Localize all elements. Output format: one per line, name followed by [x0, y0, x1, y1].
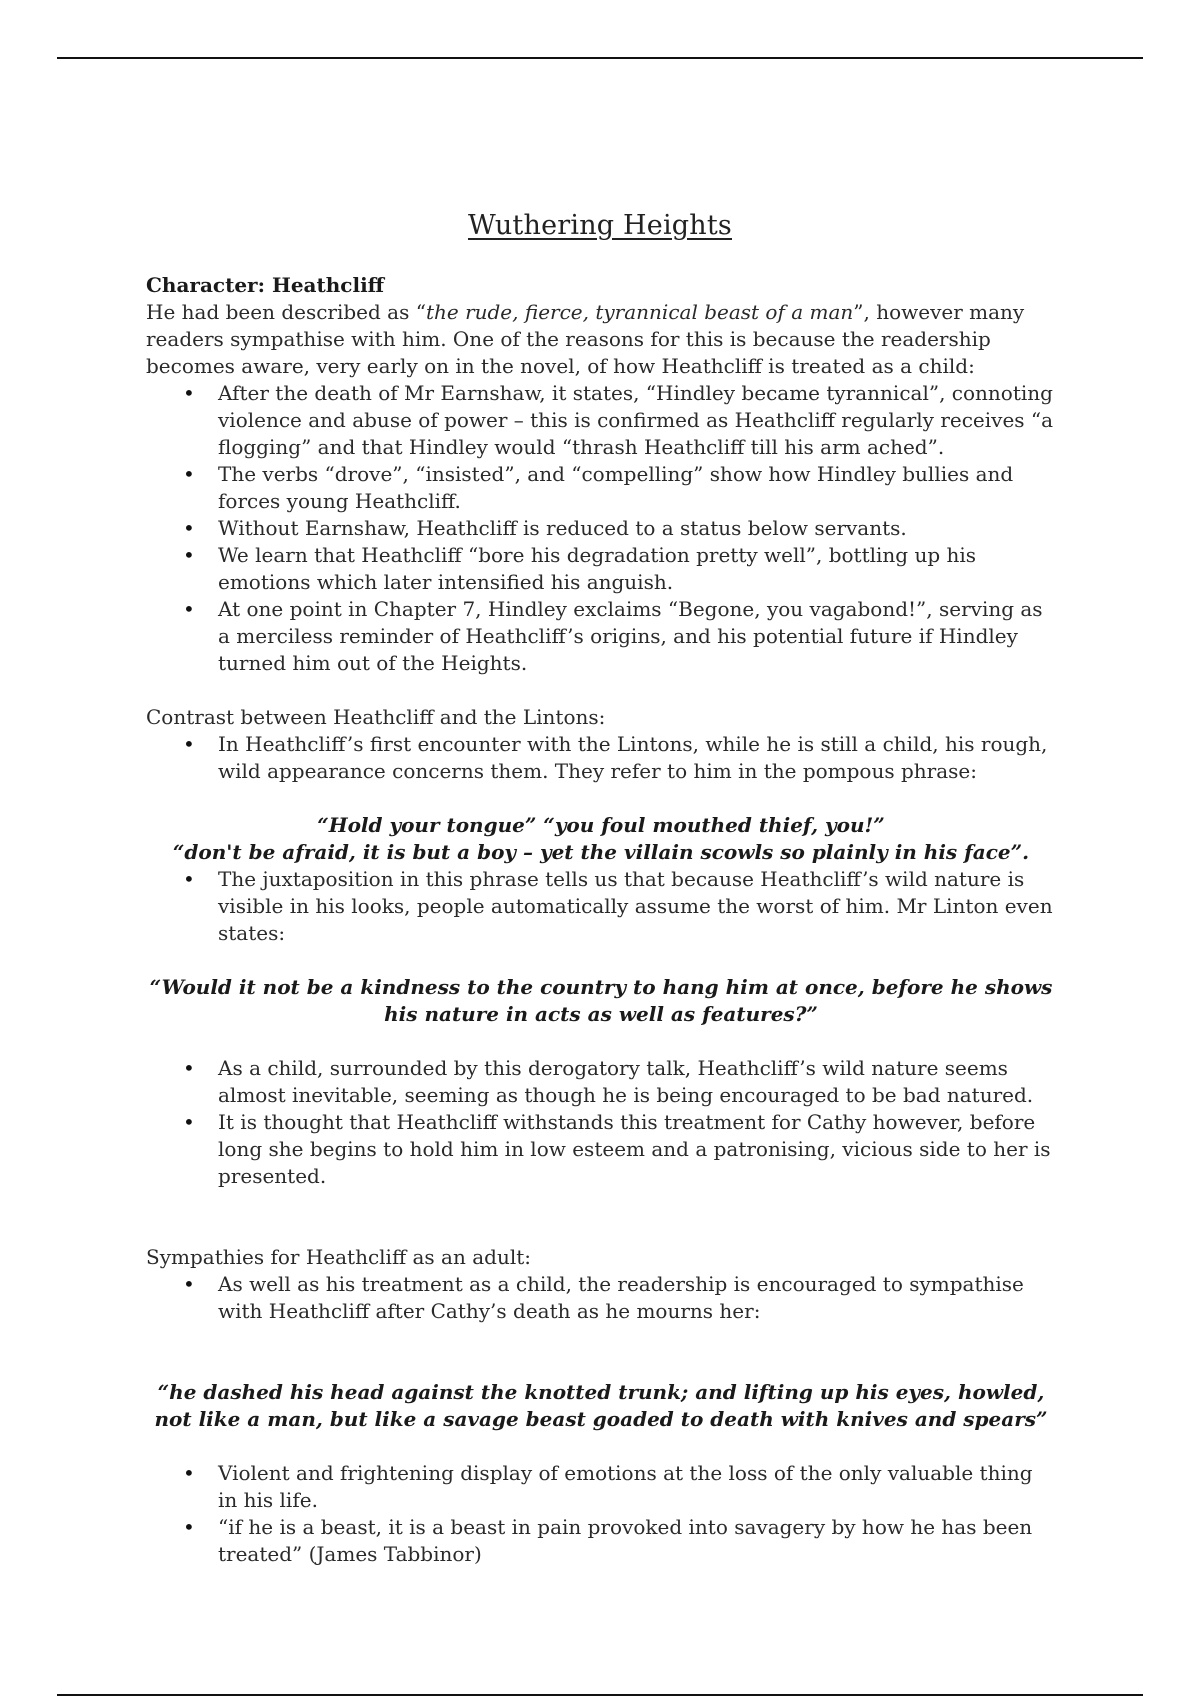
spacer — [146, 1433, 1056, 1460]
intro-quote: the rude, fierce, tyrannical beast of a man — [425, 300, 854, 324]
bottom-rule — [57, 1694, 1143, 1696]
list-item: • We learn that Heathcliff “bore his degradation pretty well”, bottling up his emotions which later intensified his anguish. — [218, 542, 1056, 596]
adult-list-1 — [146, 1271, 1056, 1325]
lintons-list-3 — [146, 1055, 1056, 1190]
adult-list-2 — [146, 1460, 1056, 1568]
lintons-heading: Contrast between Heathcliff and the Lintons: — [146, 705, 606, 729]
document-body — [146, 272, 1056, 1568]
list-item: • It is thought that Heathcliff withstands this treatment for Cathy however, before long she begins to hold him in low esteem and a patronising, vicious side to her is presented. — [218, 1109, 1056, 1190]
adult-quote: “he dashed his head against the knotted trunk; and lifting up his eyes, howled, not like a man, but like a savage beast goaded to death with knives and spears” — [154, 1380, 1048, 1431]
list-item: • “if he is a beast, it is a beast in pain provoked into savagery by how he has been treated” (James Tabbinor) — [218, 1514, 1056, 1568]
lintons-quote-line-2: “don't be afraid, it is but a boy – yet the villain scowls so plainly in his face”. — [172, 840, 1030, 864]
spacer — [146, 1190, 1056, 1244]
list-item: • At one point in Chapter 7, Hindley exclaims “Begone, you vagabond!”, serving as a merciless reminder of Heathcliff’s origins, and his potential future if Hindley turned him out of the Heights. — [218, 596, 1056, 677]
intro-text-start: He had been described as “ — [146, 300, 426, 324]
list-item: • In Heathcliff’s first encounter with the Lintons, while he is still a child, his rough, wild appearance concerns them. They refer to him in the pompous phrase: — [218, 731, 1056, 785]
spacer — [146, 947, 1056, 974]
adult-heading: Sympathies for Heathcliff as an adult: — [146, 1245, 531, 1269]
childhood-list — [146, 380, 1056, 677]
list-item: • As well as his treatment as a child, the readership is encouraged to sympathise with Heathcliff after Cathy’s death as he mourns her: — [218, 1271, 1056, 1325]
lintons-list-2 — [146, 866, 1056, 947]
spacer — [146, 1325, 1056, 1379]
list-item: • Violent and frightening display of emotions at the loss of the only valuable thing in his life. — [218, 1460, 1056, 1514]
lintons-quote-line-1: “Hold your tongue” “you foul mouthed thief, you!” — [317, 813, 885, 837]
linton-hang-quote: “Would it not be a kindness to the country to hang him at once, before he shows his nature in acts as well as features?” — [149, 975, 1053, 1026]
spacer — [146, 1028, 1056, 1055]
list-item: • As a child, surrounded by this derogatory talk, Heathcliff’s wild nature seems almost inevitable, seeming as though he is being encouraged to be bad natured. — [218, 1055, 1056, 1109]
spacer — [146, 677, 1056, 704]
spacer — [146, 785, 1056, 812]
list-item: • After the death of Mr Earnshaw, it states, “Hindley became tyrannical”, connoting violence and abuse of power – this is confirmed as Heathcliff regularly receives “a flogging” and that Hindley would “thrash Heathcliff till his arm ached”. — [218, 380, 1056, 461]
lintons-list-1 — [146, 731, 1056, 785]
intro-text-end: ”, however many readers sympathise with him. One of the reasons for this is because the readership becomes aware, very early on in the novel, of how Heathcliff is treated as a child: — [146, 300, 1025, 378]
list-item: • The juxtaposition in this phrase tells us that because Heathcliff’s wild nature is visible in his looks, people automatically assume the worst of him. Mr Linton even states: — [218, 866, 1056, 947]
top-rule — [57, 57, 1143, 59]
character-heading: Character: Heathcliff — [146, 273, 385, 297]
list-item: • The verbs “drove”, “insisted”, and “compelling” show how Hindley bullies and forces young Heathcliff. — [218, 461, 1056, 515]
list-item: • Without Earnshaw, Heathcliff is reduced to a status below servants. — [218, 515, 1056, 542]
intro-paragraph — [146, 299, 1056, 380]
document-title: Wuthering Heights — [467, 210, 732, 241]
